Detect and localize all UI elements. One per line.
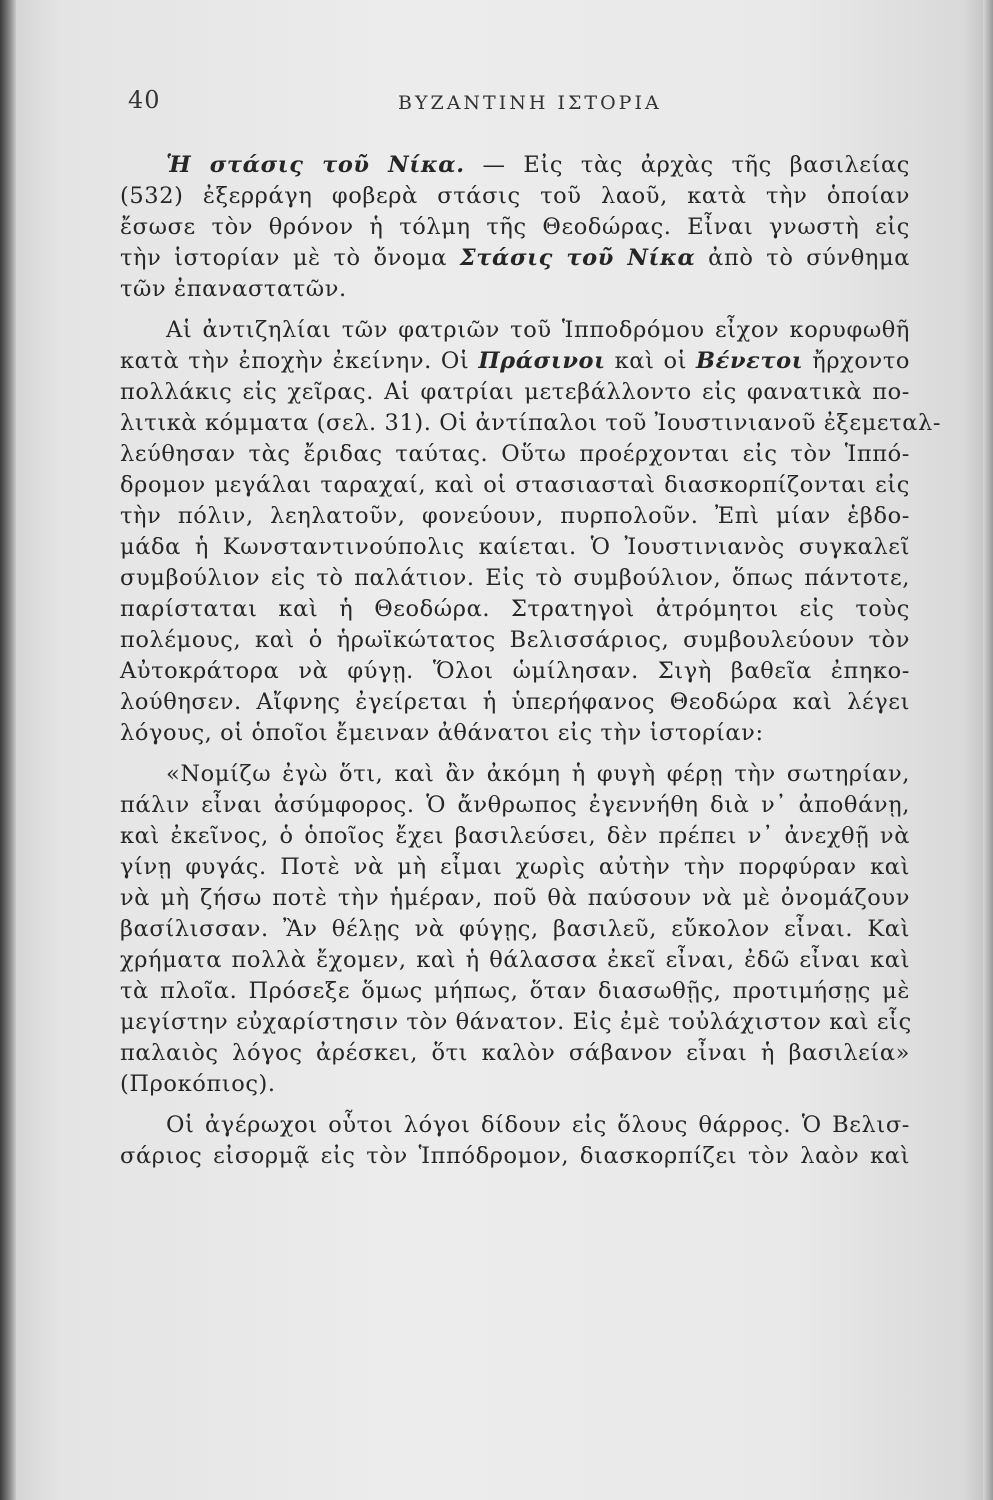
text-line (120, 346, 910, 377)
text-line: τὴν πόλιν, λεηλατοῦν, φονεύουν, πυρπολοῦν. Ἐπὶ μίαν ἑβδο- (120, 503, 910, 529)
text-line: Οἱ ἀγέρωχοι οὗτοι λόγοι δίδουν εἰς ὅλους θάρρος. Ὁ Βελισ- (166, 1112, 910, 1138)
text-line: ἔσωσε τὸν θρόνον ἡ τόλμη τῆς Θεοδώρας. Εἶναι γνωστὴ εἰς (120, 214, 910, 240)
text-line: δρομον μεγάλαι ταραχαί, καὶ οἱ στασιασταὶ διασκορπίζονται εἰς (120, 472, 910, 498)
text-run: τὴν ἱστορίαν μὲ τὸ ὄνομα (120, 245, 460, 271)
text-line: πολλάκις εἰς χεῖρας. Αἱ φατρίαι μετεβάλλοντο εἰς φανατικὰ πο- (120, 379, 910, 405)
text-run: καὶ οἱ (605, 348, 697, 374)
text-line: λόγους, οἱ ὁποῖοι ἔμειναν ἀθάνατοι εἰς τὴν ἱστορίαν: (120, 720, 764, 746)
text-line: βασίλισσαν. Ἂν θέλῃς νὰ φύγῃς, βασιλεῦ, εὔκολον εἶναι. Καὶ (120, 916, 910, 942)
text-run: ἀπὸ τὸ σύνθημα (695, 245, 910, 271)
text-line (120, 150, 910, 181)
paragraph-stasis-nika (120, 150, 910, 305)
text-line: παλαιὸς λόγος ἀρέσκει, ὅτι καλὸν σάβανον εἶναι ἡ βασιλεία» (120, 1040, 910, 1066)
emphasized-term: Βένετοι (696, 348, 804, 374)
text-line: σάριος εἰσορμᾷ εἰς τὸν Ἱππόδρομον, διασκορπίζει τὸν λαὸν καὶ (120, 1143, 910, 1169)
paragraph-factions (120, 315, 942, 749)
text-line: πολέμους, καὶ ὁ ἡρωϊκώτατος Βελισσάριος, συμβουλεύουν τὸν (120, 627, 910, 653)
text-line: καὶ ἐκεῖνος, ὁ ὁποῖος ἔχει βασιλεύσει, δὲν πρέπει ν᾽ ἀνεχθῇ νὰ (120, 823, 910, 849)
text-line: (Προκόπιος). (120, 1071, 276, 1097)
text-run: ἤρχοντο (803, 348, 911, 374)
paragraph-belisarius (120, 1110, 910, 1172)
text-line: πάλιν εἶναι ἀσύμφορος. Ὁ ἄνθρωπος ἐγεννήθη διὰ ν᾽ ἀποθάνῃ, (120, 792, 910, 818)
running-title: ΒΥΖΑΝΤΙΝΗ ΙΣΤΟΡΙΑ (398, 92, 662, 114)
page-binding-shadow (0, 0, 16, 1500)
emphasized-term: Στάσις τοῦ Νίκα (459, 245, 696, 271)
text-line: «Νομίζω ἐγὼ ὅτι, καὶ ἂν ἀκόμη ἡ φυγὴ φέρῃ τὴν σωτηρίαν, (166, 761, 910, 787)
text-line: λούθησεν. Αἴφνης ἐγείρεται ἡ ὑπερήφανος Θεοδώρα καὶ λέγει (120, 689, 910, 715)
page-number: 40 (128, 86, 161, 114)
text-line: μάδα ἡ Κωνσταντινούπολις καίεται. Ὁ Ἰουστινιανὸς συγκαλεῖ (120, 534, 910, 560)
text-line: συμβούλιον εἰς τὸ παλάτιον. Εἰς τὸ συμβούλιον, ὅπως πάντοτε, (120, 565, 910, 591)
running-head (128, 86, 888, 126)
text-run: κατὰ τὴν ἐποχὴν ἐκείνην. Οἱ (120, 348, 479, 374)
body-text (120, 150, 942, 1172)
emphasized-term: Πράσινοι (478, 348, 606, 374)
text-line: παρίσταται καὶ ἡ Θεοδώρα. Στρατηγοὶ ἀτρόμητοι εἰς τοὺς (120, 596, 910, 622)
text-line: μεγίστην εὐχαρίστησιν τὸν θάνατον. Εἰς ἐμὲ τοὐλάχιστον καὶ εἷς (120, 1009, 912, 1035)
text-run: — Εἰς τὰς ἀρχὰς τῆς βασιλείας (464, 152, 910, 178)
text-line: τῶν ἐπαναστατῶν. (120, 276, 347, 302)
section-heading: Ἡ στάσις τοῦ Νίκα. (166, 152, 465, 178)
paragraph-gap (120, 749, 910, 759)
text-line: Αὐτοκράτορα νὰ φύγῃ. Ὅλοι ὡμίλησαν. Σιγὴ βαθεῖα ἐπηκο- (120, 658, 910, 684)
text-line: γίνῃ φυγάς. Ποτὲ νὰ μὴ εἶμαι χωρὶς αὐτὴν τὴν πορφύραν καὶ (120, 854, 910, 880)
text-line: λεύθησαν τὰς ἔριδας ταύτας. Οὕτω προέρχονται εἰς τὸν Ἱππό- (120, 441, 910, 467)
text-line: τὰ πλοῖα. Πρόσεξε ὅμως μήπως, ὅταν διασωθῇς, προτιμήσῃς μὲ (120, 978, 910, 1004)
paragraph-gap (120, 1100, 910, 1110)
page-edge-shadow (983, 0, 993, 1500)
text-line: νὰ μὴ ζήσω ποτὲ τὴν ἡμέραν, ποῦ θὰ παύσουν νὰ μὲ ὀνομάζουν (120, 885, 910, 911)
text-line: χρήματα πολλὰ ἔχομεν, καὶ ἡ θάλασσα ἐκεῖ εἶναι, ἐδῶ εἶναι καὶ (120, 947, 910, 973)
text-line: λιτικὰ κόμματα (σελ. 31). Οἱ ἀντίπαλοι τοῦ Ἰουστινιανοῦ ἐξεμεταλ- (120, 410, 942, 436)
paragraph-gap (120, 305, 910, 315)
text-line: (532) ἐξερράγη φοβερὰ στάσις τοῦ λαοῦ, κατὰ τὴν ὁποίαν (120, 183, 910, 209)
quotation-theodora (120, 759, 910, 1100)
text-line (120, 243, 910, 274)
text-line: Αἱ ἀντιζηλίαι τῶν φατριῶν τοῦ Ἱπποδρόμου εἶχον κορυφωθῆ (166, 317, 910, 343)
